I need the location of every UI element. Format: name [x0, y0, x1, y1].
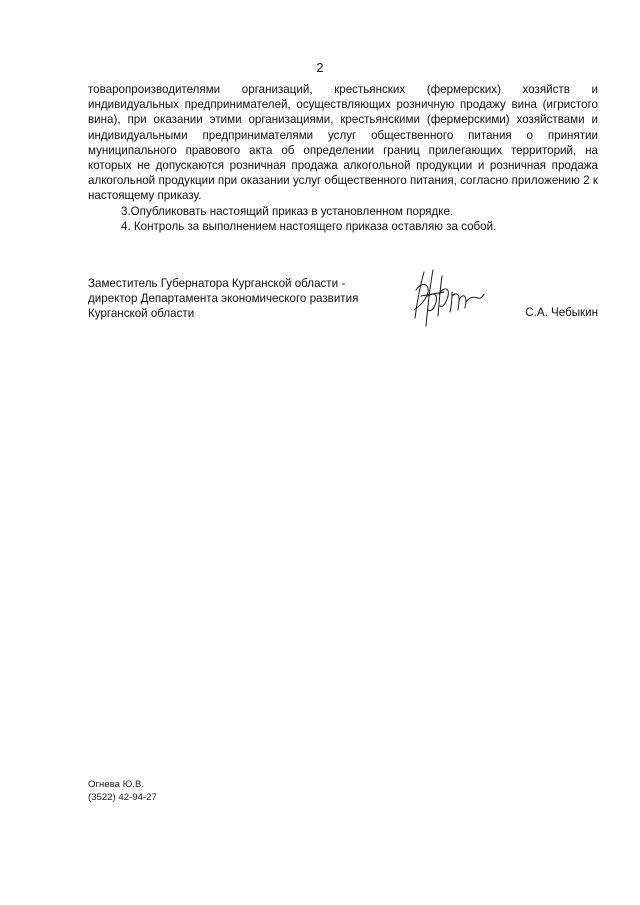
signer-title-line: директор Департамента экономического развития	[88, 292, 359, 306]
signer-title-line: Заместитель Губернатора Курганской области -	[88, 277, 346, 290]
executor-name: Огнева Ю.В.	[88, 779, 145, 790]
page-number: 2	[316, 61, 324, 75]
order-item-3: 3.Опубликовать настоящий приказ в установленном порядке.	[121, 204, 454, 218]
signer-title-line: Курганской области	[88, 307, 195, 321]
signer-title	[88, 276, 388, 322]
handwritten-signature	[406, 266, 486, 330]
signature-block	[88, 276, 598, 336]
document-body	[88, 82, 598, 234]
continuation-paragraph: товаропроизводителями организаций, крестьянских (фермерских) хозяйств и индивидуальных предпринимателей, осуществляющих розничную продажу вина (игристого вина), при оказании этими организациями, крестьянскими (фермерскими) хозяйствами и индивидуальными предпринимателями услуг общественного питания о принятии муниципального правового акта об определении границ прилегающих территорий, на которых не допускаются розничная продажа алкогольной продукции и розничная продажа алкогольной продукции при оказании услуг общественного питания, согласно приложению 2 к настоящему приказу.	[88, 83, 598, 203]
signer-name: С.А. Чебыкин	[525, 306, 598, 319]
executor-phone: (3522) 42-94-27	[88, 792, 157, 803]
executor-info	[88, 778, 157, 804]
order-item-4: 4. Контроль за выполнением настоящего приказа оставляю за собой.	[121, 219, 497, 233]
